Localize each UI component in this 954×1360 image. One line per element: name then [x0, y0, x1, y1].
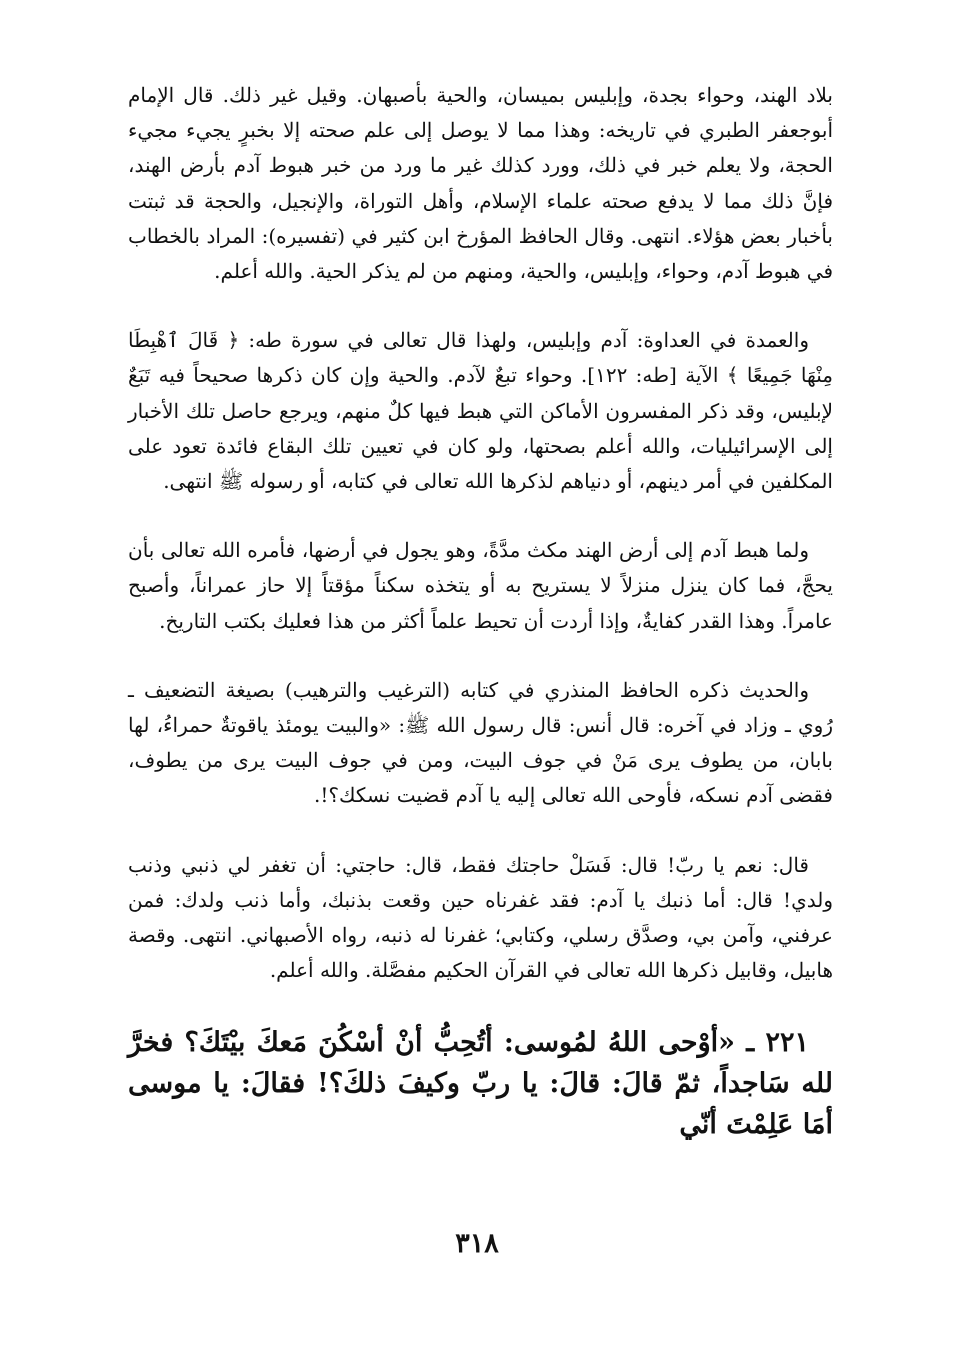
paragraph-3: ولما هبط آدم إلى أرض الهند مكث مدَّةً، وهو يجول في أرضها، فأمره الله تعالى بأن يحجَّ، فما كان ينزل منزلاً لا يستريح به أو يتخذه سكناً مؤقتاً إلا حاز عمراناً، وأصبح عامراً. وهذا القدر كفايةٌ، وإذا أردت أن تحيط علماً أكثر من هذا فعليك بكتب التاريخ.	[128, 538, 833, 633]
paragraph-2: والعمدة في العداوة: آدم وإبليس، ولهذا قال تعالى في سورة طه: ﴿ قَالَ ٱهْبِطَا مِنْهَا جَمِيعًا ﴾ الآية [طه: ١٢٢]. وحواء تبعٌ لآدم. والحية وإن كان ذكرها صحيحاً فيه تَبَعٌ لإبليس، وقد ذكر المفسرون الأماكن التي هبط فيها كلٌ منهم، ويرجع حاصل تلك الأخبار إلى الإسرائيليات، والله أعلم بصحتها، ولو كان في تعيين تلك البقاع فائدة تعود على المكلفين في أمر دينهم، أو دنياهم لذكرها الله تعالى في كتابه، أو رسوله ﷺ انتهى.	[128, 328, 833, 494]
paragraph-4: والحديث ذكره الحافظ المنذري في كتابه (الترغيب والترهيب) بصيغة التضعيف ـ رُوي ـ وزاد في آخره: قال أنس: قال رسول الله ﷺ: «والبيت يومئذ ياقوتةٌ حمراءُ، لها بابان، من يطوف يرى مَنْ في جوف البيت، ومن في جوف البيت يرى من يطوف، فقضى آدم نسكه، فأوحى الله تعالى إليه يا آدم قضيت نسكك؟!.	[128, 677, 833, 808]
page-number: ٣١٨	[455, 1228, 499, 1259]
paragraph-1: بلاد الهند، وحواء بجدة، وإبليس بميسان، والحية بأصبهان. وقيل غير ذلك. قال الإمام أبوجعفر الطبري في تاريخه: وهذا مما لا يوصل إلى علم صحته إلا بخبرٍ يجيء مجيء الحجة، ولا يعلم خبر في ذلك، وورد كذلك غير ما ورد من خبر هبوط آدم بأرض الهند، فإنَّ ذلك مما لا يدفع صحته علماء الإسلام، وأهل التوراة، والإنجيل، والحجة قد ثبتت بأخبار بعض هؤلاء. انتهى. وقال الحافظ المؤرخ ابن كثير في (تفسيره): المراد بالخطاب في هبوط آدم، وحواء، وإبليس، والحية، ومنهم من لم يذكر الحية. والله أعلم.	[128, 83, 833, 284]
page-body	[128, 78, 833, 1145]
hadith-heading: ٢٢١ ـ «أوْحى اللهُ لمُوسى: أتُحِبُّ أنْ أسْكُنَ مَعكَ بيْتَكَ؟ فخرَّ لله سَاجداً، ثمّ قالَ: قالَ: يا ربّ وكيفَ ذلكَ؟! فقالَ: يا موسى أمَا عَلِمْتَ أنّي	[128, 1027, 833, 1141]
paragraph-5: قال: نعم يا ربّ! قال: فَسَلْ حاجتك فقط، قال: حاجتي: أن تغفر لي ذنبي وذنب ولدي! قال: أما ذنبك يا آدم: فقد غفرناه حين وقعت بذنبك، وأما ذنب ولدك: فمن عرفني، وآمن بي، وصدَّق رسلي، وكتابي؛ غفرنا له ذنبه، رواه الأصبهاني. انتهى. وقصة هابيل، وقابيل ذكرها الله تعالى في القرآن الحكيم مفصَّلة. والله أعلم.	[128, 852, 833, 983]
